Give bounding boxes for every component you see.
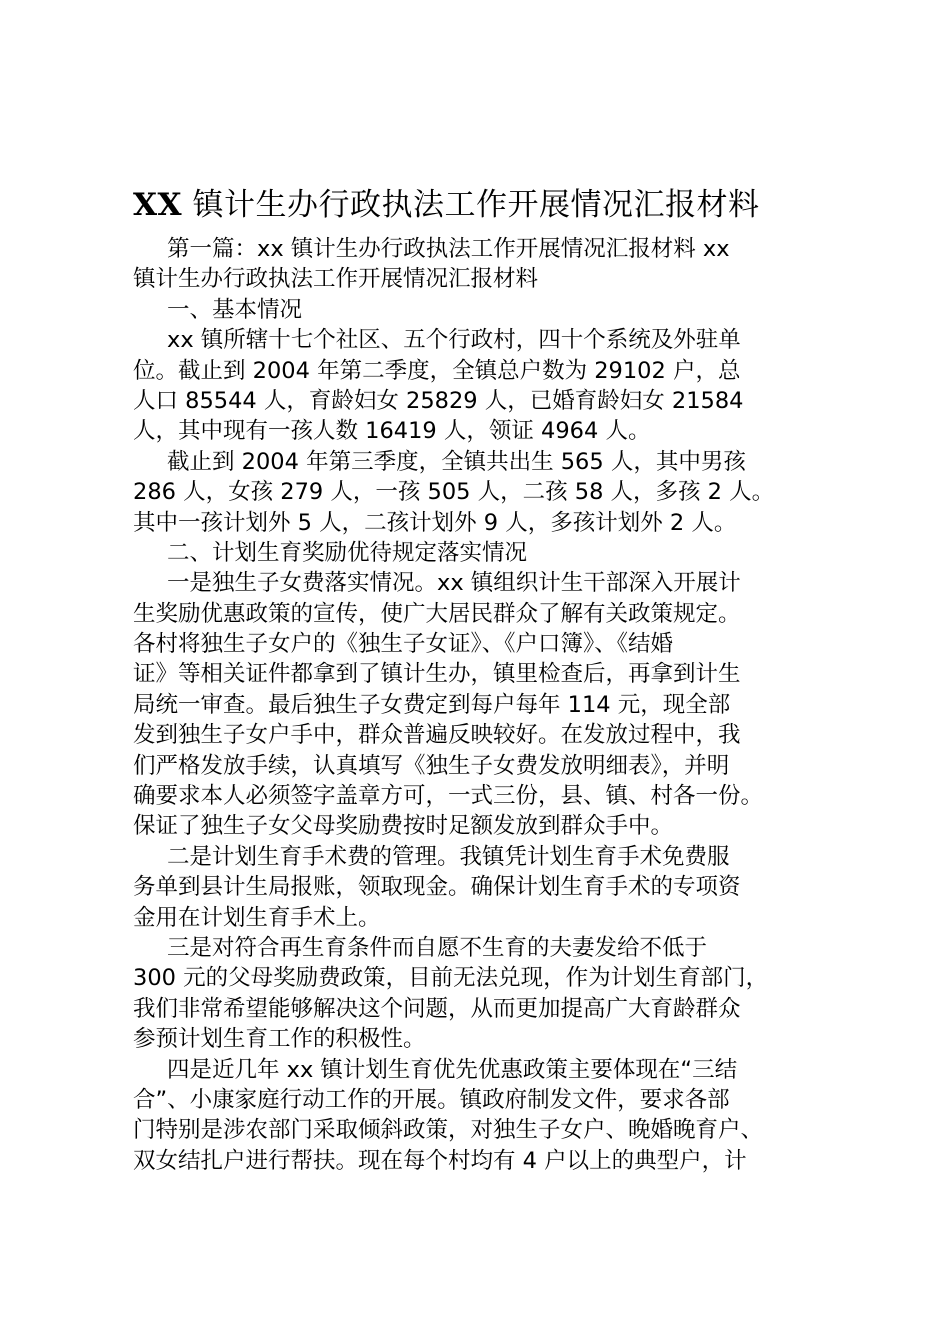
text-line: 局统一审查。最后独生子女费定到每户每年 114 元，现全部 — [133, 691, 731, 718]
text-line: 各村将独生子女户的《独生子女证》、《户口簿》、《结婚 — [133, 631, 674, 658]
text-line: 一是独生子女费落实情况。xx 镇组织计生干部深入开展计 — [167, 570, 741, 597]
title-prefix: XX — [133, 187, 183, 223]
text-line: 确要求本人必须签字盖章方可，一式三份，县、镇、村各一份。 — [133, 783, 764, 810]
text-line: 四是近几年 xx 镇计划生育优先优惠政策主要体现在“三结 — [167, 1056, 738, 1083]
text-line: 一、基本情况 — [167, 296, 303, 323]
text-line: 金用在计划生育手术上。 — [133, 904, 381, 931]
text-line: 镇计生办行政执法工作开展情况汇报材料 — [133, 266, 539, 293]
text-line: 生奖励优惠政策的宣传，使广大居民群众了解有关政策规定。 — [133, 600, 741, 627]
document-title — [133, 183, 853, 227]
text-line: 其中一孩计划外 5 人，二孩计划外 9 人，多孩计划外 2 人。 — [133, 509, 737, 536]
text-line: 286 人，女孩 279 人，一孩 505 人，二孩 58 人，多孩 2 人。 — [133, 479, 775, 506]
text-line: 位。截止到 2004 年第二季度，全镇总户数为 29102 户，总 — [133, 357, 741, 384]
text-line: 二是计划生育手术费的管理。我镇凭计划生育手术免费服 — [167, 843, 730, 870]
text-line: 保证了独生子女父母奖励费按时足额发放到群众手中。 — [133, 813, 674, 840]
text-line: 二、计划生育奖励优待规定落实情况 — [167, 539, 528, 566]
text-line: 截止到 2004 年第三季度，全镇共出生 565 人，其中男孩 — [167, 448, 746, 475]
text-line: 三是对符合再生育条件而自愿不生育的夫妻发给不低于 — [167, 934, 708, 961]
text-line: 参预计划生育工作的积极性。 — [133, 1026, 426, 1053]
text-line: 门特别是涉农部门采取倾斜政策，对独生子女户、晚婚晚育户、 — [133, 1117, 764, 1144]
text-line: 证》等相关证件都拿到了镇计生办，镇里检查后，再拿到计生 — [133, 661, 741, 688]
text-line: 我们非常希望能够解决这个问题，从而更加提高广大育龄群众 — [133, 995, 741, 1022]
text-line: 们严格发放手续，认真填写《独生子女费发放明细表》，并明 — [133, 752, 730, 779]
text-line: 发到独生子女户手中，群众普遍反映较好。在发放过程中，我 — [133, 722, 741, 749]
text-line: 务单到县计生局报账，领取现金。确保计划生育手术的专项资 — [133, 874, 741, 901]
text-line: 合”、小康家庭行动工作的开展。镇政府制发文件，要求各部 — [133, 1086, 730, 1113]
text-line: xx 镇所辖十七个社区、五个行政村，四十个系统及外驻单 — [167, 327, 741, 354]
text-line: 人，其中现有一孩人数 16419 人，领证 4964 人。 — [133, 418, 651, 445]
document-body — [133, 234, 863, 1176]
text-line: 人口 85544 人，育龄妇女 25829 人，已婚育龄妇女 21584 — [133, 387, 744, 414]
title-text: 镇计生办行政执法工作开展情况汇报材料 — [182, 187, 760, 223]
text-line: 300 元的父母奖励费政策，目前无法兑现，作为计划生育部门， — [133, 965, 769, 992]
text-line: 第一篇：xx 镇计生办行政执法工作开展情况汇报材料 xx — [167, 236, 730, 262]
text-line: 双女结扎户进行帮扶。现在每个村均有 4 户以上的典型户，计 — [133, 1147, 747, 1174]
